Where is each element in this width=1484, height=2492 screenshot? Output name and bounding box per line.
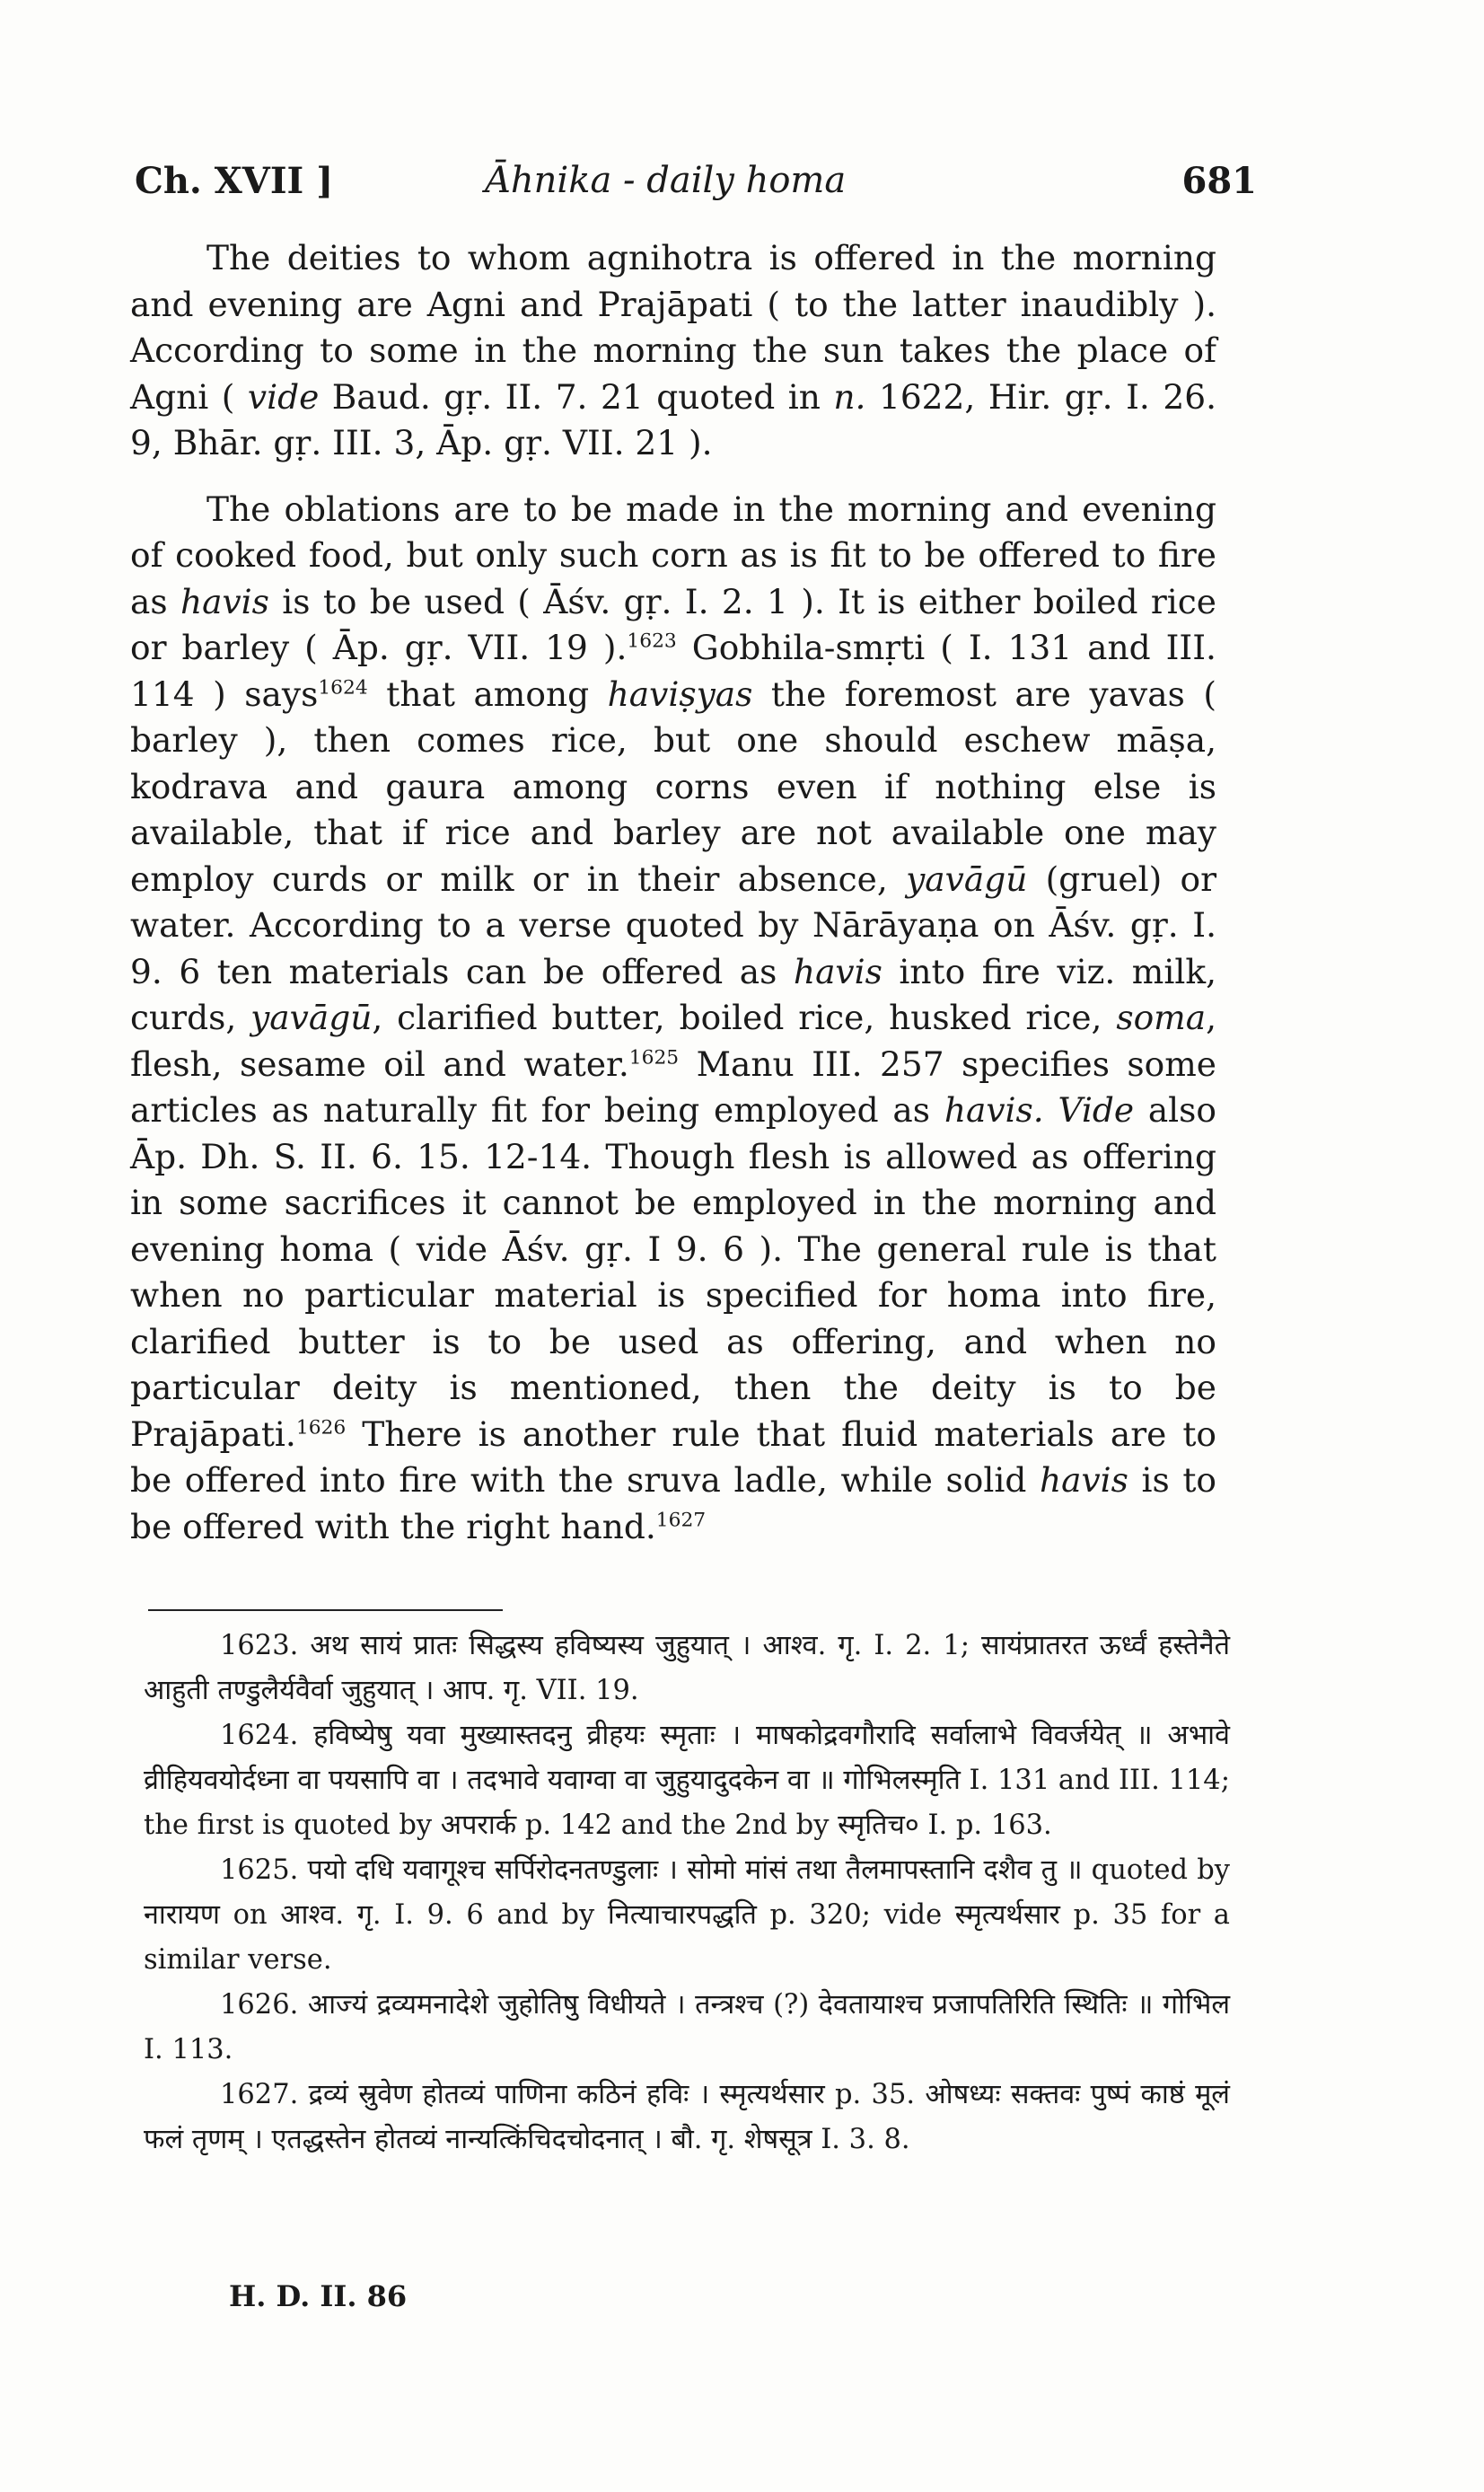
footnote: 1623. अथ सायं प्रातः सिद्धस्य हविष्यस्य जुहुयात् । आश्व. गृ. I. 2. 1; सायंप्रातरत ऊर्ध्वं हस्तेनैते आहुती तण्डुलैर्यवैर्वा जुहुयात् । आप. गृ. VII. 19. bbox=[144, 1630, 1230, 1706]
text-run: is to be offered with the right hand. bbox=[130, 1460, 1216, 1546]
italic-term: n. bbox=[833, 376, 866, 417]
text-run: Gobhila-smṛti ( I. 131 and III. 114 ) says bbox=[130, 628, 1216, 714]
paragraph bbox=[130, 487, 1216, 1551]
footnote-ref: 1625 bbox=[628, 1046, 680, 1069]
chapter-label: Ch. XVII ] bbox=[135, 160, 334, 202]
text-run: , clarified butter, boiled rice, husked rice, bbox=[372, 998, 1117, 1037]
italic-term: havis bbox=[1039, 1460, 1128, 1500]
text-run: also Āp. Dh. S. II. 6. 15. 12-14. Though flesh is allowed as offering in some sacrifices it cannot be employed in the morning and evening homa ( vide Āśv. gṛ. I 9. 6 ). The general rule is that when no particular material is specified for homa into fire, clarified butter is to be used as offering, and when no particular deity is mentioned, then the deity is to be Prajāpati. bbox=[130, 1090, 1216, 1454]
body-text bbox=[130, 235, 1216, 1550]
italic-term: havis bbox=[180, 581, 269, 621]
text-run: Baud. gṛ. II. 7. 21 quoted in bbox=[319, 376, 834, 417]
footnote-ref: 1623 bbox=[627, 630, 677, 653]
text-run: that among bbox=[367, 674, 608, 714]
italic-term: yavāgū bbox=[250, 998, 373, 1037]
text-run: is to be used ( Āśv. gṛ. I. 2. 1 ). It is either boiled rice or barley ( Āp. gṛ. VII. 19 ). bbox=[130, 581, 1216, 667]
text-run: Manu III. 257 specifies some articles as naturally fit for being employed as bbox=[130, 1043, 1216, 1130]
text-run: There is another rule that fluid materials are to be offered into fire with the sruva ladle, while solid bbox=[130, 1413, 1216, 1500]
footnote: 1625. पयो दधि यवागूश्च सर्पिरोदनतण्डुलाः । सोमो मांसं तथा तैलमापस्तानि दशैव तु ॥ quoted by नारायण on आश्व. गृ. I. 9. 6 and by नित्याचारपद्धति p. 320; vide स्मृत्यर्थसार p. 35 for a similar verse. bbox=[144, 1854, 1230, 1976]
italic-term: soma bbox=[1116, 998, 1207, 1037]
footnotes bbox=[144, 1624, 1230, 2162]
text-run: The deities to whom agnihotra is offered in the morning and evening are Agni and Prajāpati ( to the latter inaudibly ). According to some in the morning the sun takes the place of Agni ( bbox=[130, 238, 1216, 417]
italic-term: haviṣyas bbox=[607, 674, 753, 714]
footnote: 1624. हविष्येषु यवा मुख्यास्तदनु व्रीहयः स्मृताः । माषकोद्रवगौरादि सर्वालाभे विवर्जयेत् ॥ अभावे व्रीहियवयोर्दध्ना वा पयसापि वा । तदभावे यवाग्वा वा जुहुयादुदकेन वा ॥ गोभिलस्मृति I. 131 and III. 114; the first is quoted by अपरार्क p. 142 and the 2nd by स्मृतिच० I. p. 163. bbox=[144, 1720, 1230, 1841]
signature-mark: H. D. II. 86 bbox=[229, 2279, 408, 2313]
footnote-ref: 1626 bbox=[295, 1416, 347, 1439]
footnote: 1627. द्रव्यं स्रुवेण होतव्यं पाणिना कठिनं हविः । स्मृत्यर्थसार p. 35. ओषध्यः सक्तवः पुष्पं काष्ठं मूलं फलं तृणम् । एतद्धस्तेन होतव्यं नान्यत्किंचिदचोदनात् । बौ. गृ. शेषसूत्र I. 3. 8. bbox=[144, 2079, 1230, 2155]
text-run bbox=[1044, 1090, 1058, 1130]
footnote-divider bbox=[148, 1609, 503, 1611]
italic-term: havis. bbox=[944, 1090, 1044, 1130]
footnote: 1626. आज्यं द्रव्यमनादेशे जुहोतिषु विधीयते । तन्त्रश्च (?) देवतायाश्च प्रजापतिरिति स्थितिः ॥ गोभिल I. 113. bbox=[144, 1989, 1230, 2065]
italic-term: yavāgū bbox=[906, 859, 1028, 899]
text-run: (gruel) or water. According to a verse quoted by Nārāyaṇa on Āśv. gṛ. I. 9. 6 ten materials can be offered as bbox=[130, 859, 1217, 991]
text-run: The oblations are to be made in the morning and evening of cooked food, but only such corn as is fit to be offered to fire as bbox=[130, 489, 1216, 621]
italic-term: vide bbox=[247, 376, 320, 417]
page-number: 681 bbox=[1181, 160, 1257, 202]
footnote-ref: 1624 bbox=[318, 676, 368, 699]
running-title: Āhnika - daily homa bbox=[485, 160, 847, 201]
text-run: 1622, Hir. gṛ. I. 26. 9, Bhār. gṛ. III. 3, Āp. gṛ. VII. 21 ). bbox=[130, 376, 1216, 462]
text-run: the foremost are yavas ( barley ), then comes rice, but one should eschew māṣa, kodrava and gaura among corns even if nothing else is available, that if rice and barley are not available one may employ curds or milk or in their absence, bbox=[130, 674, 1216, 899]
footnote-ref: 1627 bbox=[655, 1509, 707, 1531]
italic-term: Vide bbox=[1058, 1090, 1135, 1130]
paragraph bbox=[130, 235, 1216, 467]
text-run: into fire viz. milk, curds, bbox=[130, 951, 1216, 1037]
page-header bbox=[135, 151, 1257, 205]
text-run: , flesh, sesame oil and water. bbox=[130, 998, 1216, 1084]
italic-term: havis bbox=[793, 951, 882, 991]
